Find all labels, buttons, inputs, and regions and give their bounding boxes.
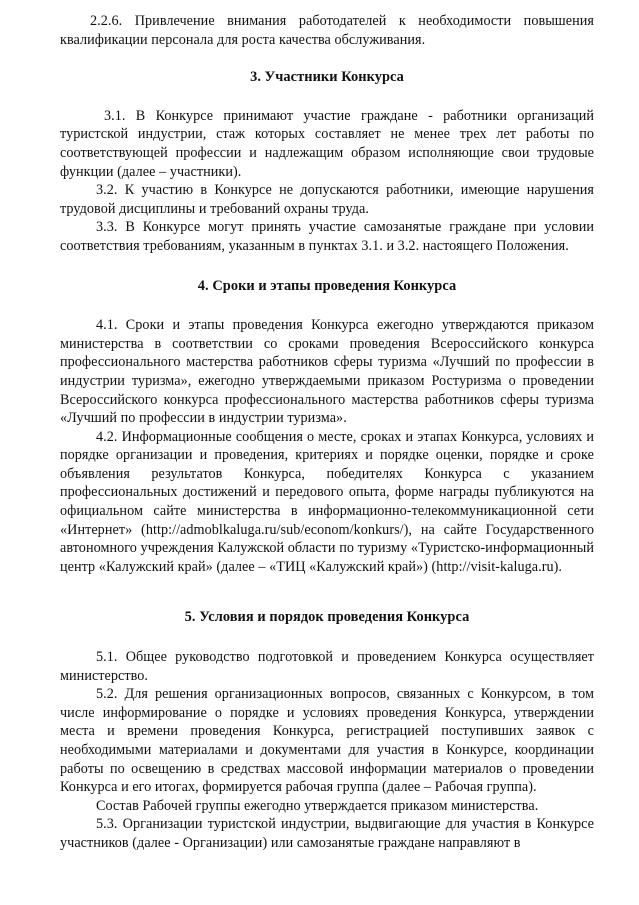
paragraph-5-2: 5.2. Для решения организационных вопросов, связанных с Конкурсом, в том числе информирование о порядке и условиях проведения Конкурса, утверждении места и времени проведения Конкурса, регистрацией поступивших заявок с необходимыми материалами и документами для участия в Конкурсе, координации работы по освещению в средствах массовой информации материалов о проведении Конкурса и его итогах, формируется рабочая группа (далее – Рабочая группа). — [60, 686, 594, 796]
section-4-title: 4. Сроки и этапы проведения Конкурса — [197, 277, 457, 294]
paragraph-5-2-staff: Состав Рабочей группы ежегодно утверждается приказом министерства. — [96, 797, 539, 814]
paragraph-2-2-6: 2.2.6. Привлечение внимания работодателей к необходимости повышения квалификации персонала для роста качества обслуживания. — [60, 13, 594, 48]
document-body — [60, 12, 594, 853]
paragraph-3-1: 3.1. В Конкурсе принимают участие граждане - работники организаций туристской индустрии, стаж которых составляет не менее трех лет работы по соответствующей профессии и надлежащим образом исполняющие свои трудовые функции (далее – участники). — [60, 107, 594, 180]
section-3-title: 3. Участники Конкурса — [250, 69, 404, 86]
paragraph-4-2: 4.2. Информационные сообщения о месте, сроках и этапах Конкурса, условиях и порядке организации и проведения, критериях и порядке оценки, порядке и сроке объявления результатов Конкурса, победителях Конкурса с указанием профессиональных достижений и передового опыта, форме награды публикуются на официальном сайте министерства в информационно-телекоммуникационной сети «Интернет» (http://admoblkaluga.ru/sub/econom/konkurs/), на сайте Государственного автономного учреждения Калужской области по туризму «Туристско-информационный центр «Калужский край» (далее – «ТИЦ «Калужский край») (http://visit-kaluga.ru). — [60, 428, 594, 575]
paragraph-5-3: 5.3. Организации туристской индустрии, выдвигающие для участия в Конкурсе участников (далее - Организации) или самозанятые граждане направляют в — [60, 816, 594, 851]
paragraph-3-2: 3.2. К участию в Конкурсе не допускаются работники, имеющие нарушения трудовой дисциплины и требований охраны труда. — [60, 182, 594, 217]
section-5-title: 5. Условия и порядок проведения Конкурса — [184, 609, 470, 626]
paragraph-4-1: 4.1. Сроки и этапы проведения Конкурса ежегодно утверждаются приказом министерства в соответствии со сроками проведения Всероссийского конкурса профессионального мастерства работников сферы туризма «Лучший по профессии в индустрии туризма», ежегодно утверждаемыми приказом Ростуризма о проведении Всероссийского конкурса профессионального мастерства работников сферы туризма «Лучший по профессии в индустрии туризма». — [60, 317, 594, 427]
paragraph-3-3: 3.3. В Конкурсе могут принять участие самозанятые граждане при условии соответствия требованиям, указанным в пунктах 3.1. и 3.2. настоящего Положения. — [60, 219, 594, 254]
paragraph-5-1: 5.1. Общее руководство подготовкой и проведением Конкурса осуществляет министерство. — [60, 649, 594, 684]
